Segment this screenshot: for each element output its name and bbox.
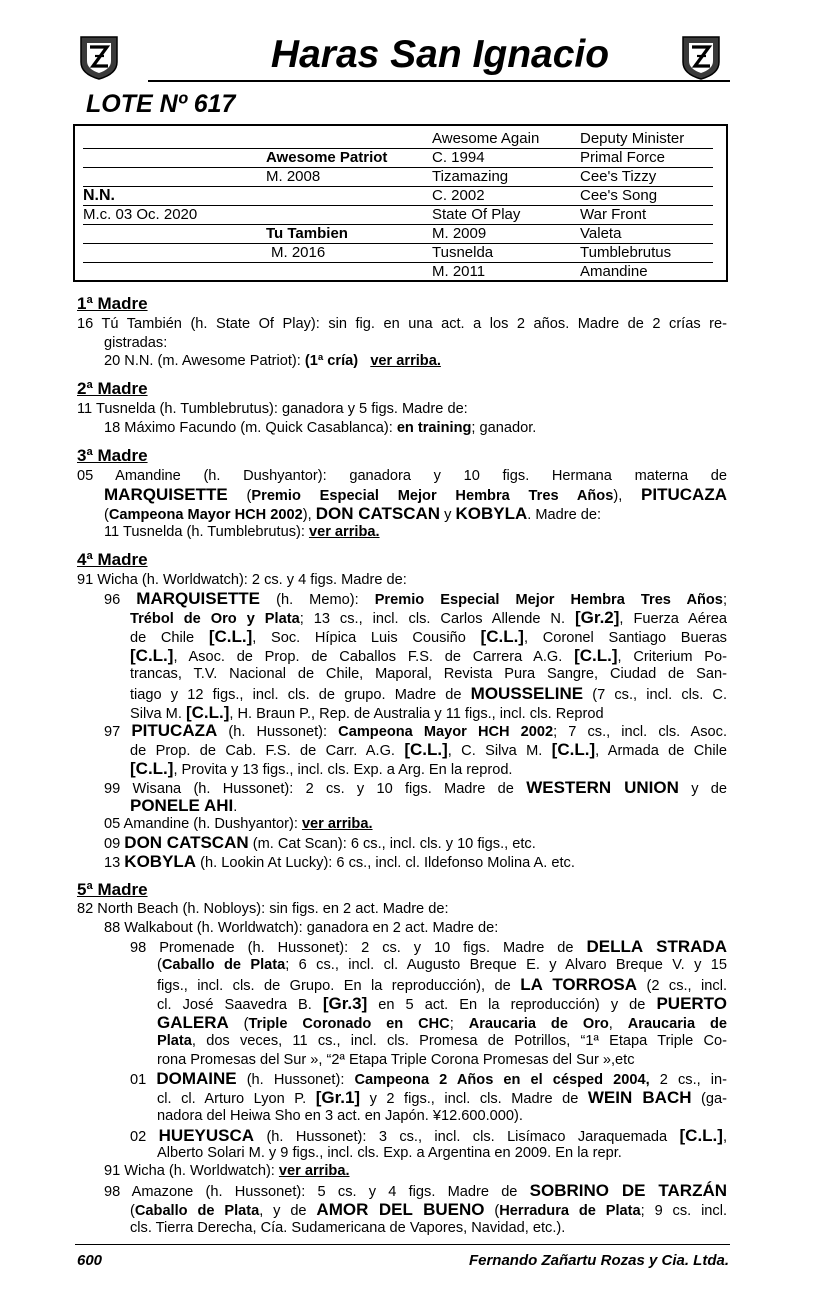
pedigree-gen3-4: C. 2002 <box>432 187 485 204</box>
text-line: PONELE AHI. <box>130 796 238 815</box>
text-line: 97 PITUCAZA (h. Hussonet): Campeona Mayor HCH 2002; 7 cs., incl. cls. Asoc. <box>104 721 727 740</box>
footer-company: Fernando Zañartu Rozas y Cia. Ltda. <box>468 1252 729 1269</box>
text-line: 98 Promenade (h. Hussonet): 2 cs. y 10 figs. Madre de DELLA STRADA <box>130 937 727 956</box>
text-line: trancas, T.V. Nacional de Chile, Maporal, Revista Pura Sangre, Ciudad de San- <box>130 666 727 682</box>
text-line: de Chile [C.L.], Soc. Hípica Luis Cousiño [C.L.], Coronel Santiago Bueras <box>130 627 727 646</box>
text-line: gistradas: <box>104 335 168 351</box>
pedigree-gen3-8: M. 2011 <box>432 263 486 280</box>
see-above-link[interactable]: ver arriba. <box>370 353 441 369</box>
text-line: 91 Wicha (h. Worldwatch): ver arriba. <box>104 1163 350 1179</box>
text-line: 16 Tú También (h. State Of Play): sin fig. en una act. a los 2 años. Madre de 2 crías re- <box>77 316 727 332</box>
lot-number: LOTE Nº 617 <box>86 90 236 118</box>
text-line: 18 Máximo Facundo (m. Quick Casablanca): en training; ganador. <box>104 420 537 436</box>
text-line: Trébol de Oro y Plata; 13 cs., incl. cls. Carlos Allende N. [Gr.2], Fuerza Aérea <box>130 608 727 627</box>
pedigree-gen3-7: Tusnelda <box>432 244 494 261</box>
text-line: 11 Tusnelda (h. Tumblebrutus): ver arriba. <box>104 524 380 540</box>
text-line: 05 Amandine (h. Dushyantor): ver arriba. <box>104 816 373 832</box>
text-line: 20 N.N. (m. Awesome Patriot): (1ª cría) ver arriba. <box>104 353 441 369</box>
see-above-link[interactable]: ver arriba. <box>278 1163 350 1179</box>
pedigree-gen4-7: Tumblebrutus <box>580 244 672 261</box>
pedigree-table <box>73 124 728 282</box>
page-number: 600 <box>77 1252 103 1269</box>
text-line: rona Promesas del Sur », “2ª Etapa Triple Corona Promesas del Sur »,etc <box>157 1052 635 1068</box>
text-line: (Caballo de Plata; 6 cs., incl. cl. Augusto Breque E. y Alvaro Breque V. y 15 <box>157 957 727 973</box>
pedigree-gen4-1: Deputy Minister <box>580 130 685 147</box>
text-line: Silva M. [C.L.], H. Braun P., Rep. de Australia y 11 figs., incl. cls. Reprod <box>130 703 604 722</box>
pedigree-sire: Awesome Patriot <box>266 149 388 166</box>
haras-logo-left-icon <box>78 34 120 80</box>
pedigree-foal-info: M.c. 03 Oc. 2020 <box>83 206 198 223</box>
see-above-link[interactable]: ver arriba. <box>308 524 380 540</box>
pedigree-gen3-3: Tizamazing <box>432 168 509 185</box>
text-line: 02 HUEYUSCA (h. Hussonet): 3 cs., incl. cls. Lisímaco Jaraquemada [C.L.], <box>130 1126 727 1145</box>
pedigree-dam: Tu Tambien <box>266 225 348 242</box>
text-line: MARQUISETTE (Premio Especial Mejor Hembra Tres Años), PITUCAZA <box>104 485 727 504</box>
pedigree-gen4-4: Cee's Song <box>580 187 658 204</box>
text-line: 88 Walkabout (h. Worldwatch): ganadora en 2 act. Madre de: <box>104 920 499 936</box>
pedigree-gen4-3: Cee's Tizzy <box>580 168 657 185</box>
text-line: 05 Amandine (h. Dushyantor): ganadora y 10 figs. Hermana materna de <box>77 468 727 484</box>
pedigree-gen4-5: War Front <box>580 206 647 223</box>
text-line: Plata, dos veces, 11 cs., incl. cls. Promesa de Potrillos, “1ª Etapa Triple Co- <box>157 1033 727 1049</box>
section-heading-5th-dam: 5ª Madre <box>77 880 148 899</box>
text-line: 96 MARQUISETTE (h. Memo): Premio Especial Mejor Hembra Tres Años; <box>104 589 727 608</box>
text-line: Alberto Solari M. y 9 figs., incl. cls. Exp. a Argentina en 2009. En la repr. <box>157 1145 622 1161</box>
text-line: 09 DON CATSCAN (m. Cat Scan): 6 cs., incl. cls. y 10 figs., etc. <box>104 833 536 852</box>
text-line: cl. cl. Arturo Lyon P. [Gr.1] y 2 figs., incl. cls. Madre de WEIN BACH (ga- <box>157 1088 727 1107</box>
page-title: Haras San Ignacio <box>270 33 610 76</box>
text-line: [C.L.], Provita y 13 figs., incl. cls. Exp. a Arg. En la reprod. <box>130 759 513 778</box>
section-heading-4th-dam: 4ª Madre <box>77 550 148 569</box>
text-line: tiago y 12 figs., incl. cls. de grupo. Madre de MOUSSELINE (7 cs., incl. cls. C. <box>130 684 727 703</box>
text-line: (Caballo de Plata, y de AMOR DEL BUENO (Herradura de Plata; 9 cs. incl. <box>130 1200 728 1219</box>
pedigree-gen3-6: M. 2009 <box>432 225 487 242</box>
pedigree-foal-name: N.N. <box>83 187 115 204</box>
title-rule <box>148 80 730 82</box>
text-line: 99 Wisana (h. Hussonet): 2 cs. y 10 figs. Madre de WESTERN UNION y de <box>104 778 728 797</box>
text-line: 82 North Beach (h. Nobloys): sin figs. en 2 act. Madre de: <box>77 901 449 917</box>
pedigree-gen3-2: C. 1994 <box>432 149 485 166</box>
pedigree-gen4-8: Amandine <box>580 263 648 280</box>
text-line: [C.L.], Asoc. de Prop. de Caballos F.S. de Carrera A.G. [C.L.], Criterium Po- <box>130 646 728 665</box>
section-heading-2nd-dam: 2ª Madre <box>77 379 148 398</box>
text-line: 11 Tusnelda (h. Tumblebrutus): ganadora y 5 figs. Madre de: <box>77 401 468 417</box>
section-heading-1st-dam: 1ª Madre <box>77 294 148 313</box>
footer-rule <box>75 1244 730 1245</box>
text-line: 01 DOMAINE (h. Hussonet): Campeona 2 Años en el césped 2004, 2 cs., in- <box>130 1069 728 1088</box>
pedigree-gen4-2: Primal Force <box>580 149 666 166</box>
pedigree-gen4-6: Valeta <box>580 225 622 242</box>
text-line: (Campeona Mayor HCH 2002), DON CATSCAN y KOBYLA. Madre de: <box>104 504 602 523</box>
text-line: 13 KOBYLA (h. Lookin At Lucky): 6 cs., incl. cl. Ildefonso Molina A. etc. <box>104 852 575 871</box>
text-line: 91 Wicha (h. Worldwatch): 2 cs. y 4 figs. Madre de: <box>77 572 407 588</box>
see-above-link[interactable]: ver arriba. <box>301 816 373 832</box>
text-line: 98 Amazone (h. Hussonet): 5 cs. y 4 figs. Madre de SOBRINO DE TARZÁN <box>104 1181 728 1200</box>
section-heading-3rd-dam: 3ª Madre <box>77 446 148 465</box>
text-line: GALERA (Triple Coronado en CHC; Araucaria de Oro, Araucaria de <box>157 1013 728 1032</box>
text-line: cls. Tierra Derecha, Cía. Sudamericana de Vapores, Navidad, etc.). <box>130 1220 566 1236</box>
pedigree-dam-info: M. 2016 <box>271 244 326 261</box>
text-line: nadora del Heiwa Sho en 3 act. en Japón. ¥12.600.000). <box>157 1108 523 1124</box>
pedigree-gen3-5: State Of Play <box>432 206 521 223</box>
text-line: figs., incl. cls. de Grupo. En la reproducción), de LA TORROSA (2 cs., incl. <box>157 975 727 994</box>
pedigree-sire-info: M. 2008 <box>266 168 321 185</box>
text-line: de Prop. de Cab. F.S. de Carr. A.G. [C.L.], C. Silva M. [C.L.], Armada de Chile <box>130 740 727 759</box>
text-line: cl. José Saavedra B. [Gr.3] en 5 act. En la reproducción) y de PUERTO <box>157 994 727 1013</box>
pedigree-gen3-1: Awesome Again <box>432 130 540 147</box>
